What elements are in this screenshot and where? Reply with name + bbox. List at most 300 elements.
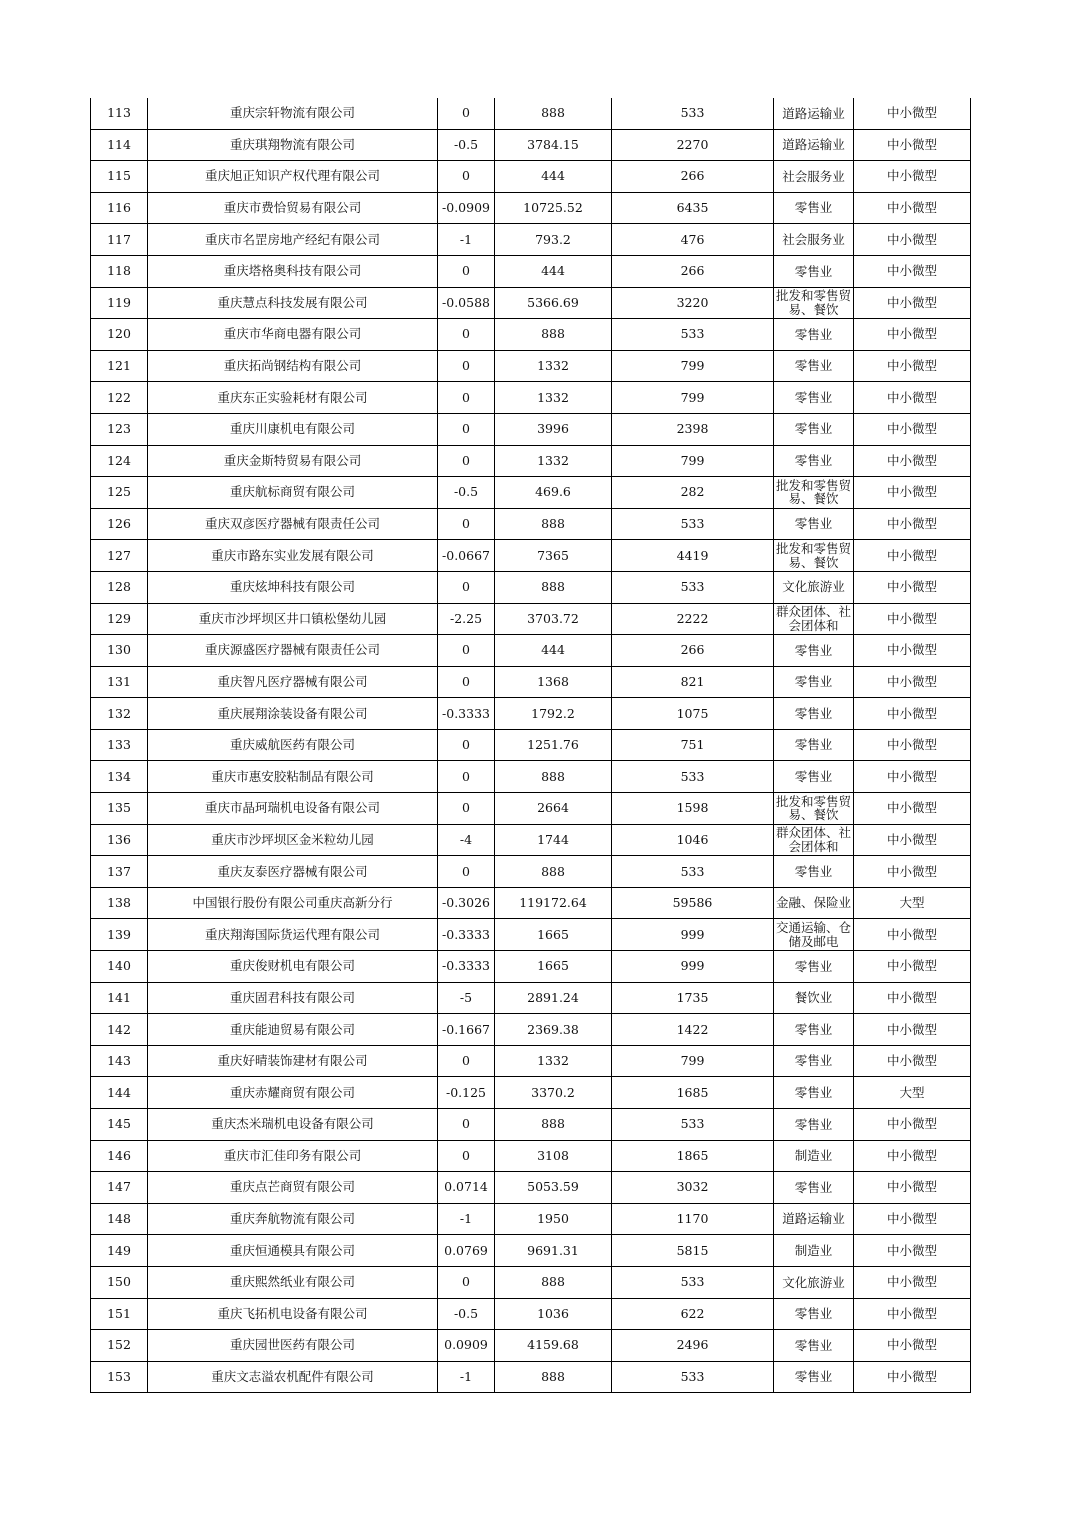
count-value-cell: 6435: [612, 192, 774, 224]
company-name-cell: 重庆琪翔物流有限公司: [148, 129, 438, 161]
enterprise-size-cell: 中小微型: [854, 1266, 971, 1298]
enterprise-size-cell: 中小微型: [854, 1235, 971, 1267]
ratio-value-cell: -0.0588: [438, 287, 495, 319]
enterprise-size-cell: 中小微型: [854, 982, 971, 1014]
amount-value-cell: 888: [495, 508, 612, 540]
ratio-value-cell: -0.0667: [438, 540, 495, 572]
industry-text: 零售业: [794, 770, 833, 784]
industry-cell: [774, 919, 854, 951]
industry-cell: [774, 1235, 854, 1267]
company-name-cell: 重庆友泰医疗器械有限公司: [148, 856, 438, 888]
ratio-value-cell: -2.25: [438, 603, 495, 635]
amount-value-cell: 444: [495, 255, 612, 287]
amount-value-cell: 7365: [495, 540, 612, 572]
amount-value-cell: 2891.24: [495, 982, 612, 1014]
ratio-value-cell: -0.3333: [438, 951, 495, 983]
industry-cell: [774, 1361, 854, 1393]
count-value-cell: 799: [612, 350, 774, 382]
ratio-value-cell: 0: [438, 445, 495, 477]
enterprise-size-cell: 大型: [854, 887, 971, 919]
amount-value-cell: 3108: [495, 1140, 612, 1172]
amount-value-cell: 888: [495, 319, 612, 351]
table-row: [91, 919, 971, 951]
company-name-cell: 重庆东正实验耗材有限公司: [148, 382, 438, 414]
table-row: [91, 824, 971, 856]
industry-cell: [774, 540, 854, 572]
count-value-cell: 533: [612, 508, 774, 540]
count-value-cell: 821: [612, 666, 774, 698]
table-row: [91, 951, 971, 983]
table-row: [91, 540, 971, 572]
table-row: [91, 508, 971, 540]
count-value-cell: 1046: [612, 824, 774, 856]
row-number-cell: 114: [91, 129, 148, 161]
enterprise-size-cell: 中小微型: [854, 1172, 971, 1204]
ratio-value-cell: 0: [438, 413, 495, 445]
table-row: [91, 856, 971, 888]
company-name-cell: 重庆好晴装饰建材有限公司: [148, 1045, 438, 1077]
amount-value-cell: 1332: [495, 1045, 612, 1077]
enterprise-size-cell: 中小微型: [854, 477, 971, 509]
industry-cell: [774, 382, 854, 414]
enterprise-size-cell: 中小微型: [854, 382, 971, 414]
row-number-cell: 117: [91, 224, 148, 256]
industry-cell: [774, 1014, 854, 1046]
row-number-cell: 123: [91, 413, 148, 445]
table-row: [91, 1203, 971, 1235]
ratio-value-cell: -0.5: [438, 477, 495, 509]
amount-value-cell: 2369.38: [495, 1014, 612, 1046]
company-name-cell: 重庆奔航物流有限公司: [148, 1203, 438, 1235]
count-value-cell: 999: [612, 919, 774, 951]
enterprise-size-cell: 中小微型: [854, 192, 971, 224]
enterprise-size-cell: 中小微型: [854, 698, 971, 730]
company-name-cell: 重庆文志溢农机配件有限公司: [148, 1361, 438, 1393]
company-name-cell: 重庆固君科技有限公司: [148, 982, 438, 1014]
company-name-cell: 重庆市沙坪坝区金米粒幼儿园: [148, 824, 438, 856]
row-number-cell: 150: [91, 1266, 148, 1298]
company-name-cell: 重庆威航医药有限公司: [148, 729, 438, 761]
industry-text: 群众团体、社会团体和: [775, 605, 851, 633]
table-row: [91, 413, 971, 445]
row-number-cell: 121: [91, 350, 148, 382]
company-name-cell: 重庆俊财机电有限公司: [148, 951, 438, 983]
row-number-cell: 122: [91, 382, 148, 414]
row-number-cell: 148: [91, 1203, 148, 1235]
amount-value-cell: 5366.69: [495, 287, 612, 319]
table-row: [91, 1109, 971, 1141]
industry-text: 零售业: [794, 359, 833, 373]
amount-value-cell: 888: [495, 1266, 612, 1298]
count-value-cell: 533: [612, 1109, 774, 1141]
industry-text: 零售业: [794, 264, 833, 279]
industry-text: 零售业: [794, 706, 833, 721]
table-row: [91, 477, 971, 509]
table-row: [91, 571, 971, 603]
ratio-value-cell: -0.0909: [438, 192, 495, 224]
amount-value-cell: 793.2: [495, 224, 612, 256]
row-number-cell: 120: [91, 319, 148, 351]
company-name-cell: 重庆炫坤科技有限公司: [148, 571, 438, 603]
ratio-value-cell: -5: [438, 982, 495, 1014]
company-name-cell: 重庆赤耀商贸有限公司: [148, 1077, 438, 1109]
industry-text: 道路运输业: [782, 138, 845, 152]
company-name-cell: 重庆金斯特贸易有限公司: [148, 445, 438, 477]
company-name-cell: 重庆市汇佳印务有限公司: [148, 1140, 438, 1172]
enterprise-size-cell: 中小微型: [854, 1203, 971, 1235]
enterprise-size-cell: 中小微型: [854, 161, 971, 193]
row-number-cell: 131: [91, 666, 148, 698]
industry-cell: [774, 824, 854, 856]
row-number-cell: 138: [91, 887, 148, 919]
table-row: [91, 1140, 971, 1172]
enterprise-size-cell: 中小微型: [854, 98, 971, 129]
table-row: [91, 224, 971, 256]
ratio-value-cell: 0: [438, 1109, 495, 1141]
company-name-cell: 重庆能迪贸易有限公司: [148, 1014, 438, 1046]
ratio-value-cell: -0.125: [438, 1077, 495, 1109]
industry-cell: [774, 1172, 854, 1204]
industry-cell: [774, 1109, 854, 1141]
company-name-cell: 中国银行股份有限公司重庆高新分行: [148, 887, 438, 919]
enterprise-size-cell: 中小微型: [854, 287, 971, 319]
count-value-cell: 533: [612, 571, 774, 603]
row-number-cell: 140: [91, 951, 148, 983]
industry-text: 餐饮业: [794, 991, 833, 1005]
industry-cell: [774, 477, 854, 509]
industry-cell: [774, 982, 854, 1014]
table-row: [91, 161, 971, 193]
enterprise-size-cell: 中小微型: [854, 540, 971, 572]
industry-cell: [774, 887, 854, 919]
amount-value-cell: 888: [495, 571, 612, 603]
industry-text: 零售业: [794, 959, 833, 974]
industry-cell: [774, 319, 854, 351]
amount-value-cell: 1332: [495, 350, 612, 382]
table-row: [91, 666, 971, 698]
table-row: [91, 319, 971, 351]
industry-text: 制造业: [794, 1243, 833, 1258]
ratio-value-cell: 0: [438, 793, 495, 825]
amount-value-cell: 888: [495, 761, 612, 793]
enterprise-size-cell: 中小微型: [854, 856, 971, 888]
count-value-cell: 999: [612, 951, 774, 983]
ratio-value-cell: 0: [438, 635, 495, 667]
ratio-value-cell: 0: [438, 571, 495, 603]
row-number-cell: 115: [91, 161, 148, 193]
row-number-cell: 127: [91, 540, 148, 572]
count-value-cell: 5815: [612, 1235, 774, 1267]
ratio-value-cell: -0.1667: [438, 1014, 495, 1046]
industry-text: 群众团体、社会团体和: [775, 826, 851, 854]
amount-value-cell: 888: [495, 856, 612, 888]
table-row: [91, 382, 971, 414]
industry-cell: [774, 224, 854, 256]
count-value-cell: 476: [612, 224, 774, 256]
company-name-cell: 重庆点芒商贸有限公司: [148, 1172, 438, 1204]
enterprise-size-cell: 中小微型: [854, 1014, 971, 1046]
enterprise-size-cell: 中小微型: [854, 445, 971, 477]
count-value-cell: 266: [612, 161, 774, 193]
ratio-value-cell: 0: [438, 761, 495, 793]
ratio-value-cell: 0: [438, 1045, 495, 1077]
amount-value-cell: 888: [495, 98, 612, 129]
enterprise-size-cell: 中小微型: [854, 729, 971, 761]
amount-value-cell: 119172.64: [495, 887, 612, 919]
ratio-value-cell: 0: [438, 1140, 495, 1172]
industry-text: 批发和零售贸易、餐饮: [775, 289, 851, 317]
row-number-cell: 118: [91, 255, 148, 287]
industry-text: 零售业: [794, 864, 833, 879]
row-number-cell: 116: [91, 192, 148, 224]
enterprise-size-cell: 中小微型: [854, 129, 971, 161]
industry-cell: [774, 287, 854, 319]
ratio-value-cell: 0: [438, 161, 495, 193]
count-value-cell: 1735: [612, 982, 774, 1014]
table-row: [91, 793, 971, 825]
enterprise-size-cell: 中小微型: [854, 635, 971, 667]
industry-cell: [774, 350, 854, 382]
ratio-value-cell: 0: [438, 729, 495, 761]
industry-text: 文化旅游业: [782, 580, 845, 594]
count-value-cell: 1865: [612, 1140, 774, 1172]
count-value-cell: 1075: [612, 698, 774, 730]
enterprise-size-cell: 中小微型: [854, 319, 971, 351]
industry-text: 交通运输、仓储及邮电: [775, 921, 851, 949]
amount-value-cell: 1332: [495, 382, 612, 414]
industry-text: 零售业: [794, 675, 833, 689]
count-value-cell: 533: [612, 319, 774, 351]
company-name-cell: 重庆市路东实业发展有限公司: [148, 540, 438, 572]
amount-value-cell: 444: [495, 635, 612, 667]
amount-value-cell: 3703.72: [495, 603, 612, 635]
ratio-value-cell: 0: [438, 382, 495, 414]
amount-value-cell: 3996: [495, 413, 612, 445]
company-name-cell: 重庆源盛医疗器械有限责任公司: [148, 635, 438, 667]
row-number-cell: 130: [91, 635, 148, 667]
industry-cell: [774, 1077, 854, 1109]
row-number-cell: 144: [91, 1077, 148, 1109]
row-number-cell: 146: [91, 1140, 148, 1172]
count-value-cell: 2398: [612, 413, 774, 445]
row-number-cell: 145: [91, 1109, 148, 1141]
industry-cell: [774, 635, 854, 667]
amount-value-cell: 3784.15: [495, 129, 612, 161]
count-value-cell: 4419: [612, 540, 774, 572]
count-value-cell: 533: [612, 856, 774, 888]
amount-value-cell: 444: [495, 161, 612, 193]
ratio-value-cell: -0.5: [438, 1298, 495, 1330]
industry-text: 零售业: [794, 643, 833, 658]
enterprise-size-cell: 中小微型: [854, 1109, 971, 1141]
enterprise-table: [90, 98, 971, 1393]
company-name-cell: 重庆川康机电有限公司: [148, 413, 438, 445]
company-name-cell: 重庆杰米瑞机电设备有限公司: [148, 1109, 438, 1141]
ratio-value-cell: -0.5: [438, 129, 495, 161]
industry-cell: [774, 255, 854, 287]
company-name-cell: 重庆航标商贸有限公司: [148, 477, 438, 509]
enterprise-size-cell: 中小微型: [854, 666, 971, 698]
company-name-cell: 重庆智凡医疗器械有限公司: [148, 666, 438, 698]
industry-text: 零售业: [794, 1370, 833, 1384]
industry-cell: [774, 1330, 854, 1362]
row-number-cell: 137: [91, 856, 148, 888]
table-row: [91, 698, 971, 730]
ratio-value-cell: 0: [438, 350, 495, 382]
industry-cell: [774, 192, 854, 224]
company-name-cell: 重庆飞拓机电设备有限公司: [148, 1298, 438, 1330]
ratio-value-cell: 0.0714: [438, 1172, 495, 1204]
table-row: [91, 445, 971, 477]
industry-text: 金融、保险业: [775, 896, 851, 910]
company-name-cell: 重庆翔海国际货运代理有限公司: [148, 919, 438, 951]
amount-value-cell: 469.6: [495, 477, 612, 509]
ratio-value-cell: 0: [438, 508, 495, 540]
industry-text: 制造业: [794, 1149, 833, 1163]
amount-value-cell: 10725.52: [495, 192, 612, 224]
industry-cell: [774, 666, 854, 698]
industry-cell: [774, 445, 854, 477]
ratio-value-cell: -0.3333: [438, 698, 495, 730]
industry-text: 道路运输业: [782, 1212, 845, 1226]
table-row: [91, 1172, 971, 1204]
company-name-cell: 重庆双彦医疗器械有限责任公司: [148, 508, 438, 540]
industry-cell: [774, 413, 854, 445]
table-row: [91, 982, 971, 1014]
row-number-cell: 143: [91, 1045, 148, 1077]
industry-text: 零售业: [794, 454, 833, 468]
industry-text: 批发和零售贸易、餐饮: [775, 542, 851, 570]
count-value-cell: 59586: [612, 887, 774, 919]
count-value-cell: 1685: [612, 1077, 774, 1109]
table-row: [91, 1266, 971, 1298]
ratio-value-cell: 0: [438, 98, 495, 129]
industry-cell: [774, 1266, 854, 1298]
amount-value-cell: 888: [495, 1109, 612, 1141]
enterprise-size-cell: 中小微型: [854, 1361, 971, 1393]
company-name-cell: 重庆恒通模具有限公司: [148, 1235, 438, 1267]
amount-value-cell: 2664: [495, 793, 612, 825]
row-number-cell: 142: [91, 1014, 148, 1046]
amount-value-cell: 9691.31: [495, 1235, 612, 1267]
count-value-cell: 799: [612, 382, 774, 414]
industry-cell: [774, 508, 854, 540]
enterprise-size-cell: 中小微型: [854, 571, 971, 603]
industry-text: 零售业: [794, 1054, 833, 1068]
industry-text: 零售业: [794, 1022, 833, 1037]
amount-value-cell: 3370.2: [495, 1077, 612, 1109]
ratio-value-cell: -1: [438, 224, 495, 256]
amount-value-cell: 1332: [495, 445, 612, 477]
amount-value-cell: 1251.76: [495, 729, 612, 761]
count-value-cell: 799: [612, 445, 774, 477]
industry-text: 零售业: [794, 422, 833, 436]
row-number-cell: 147: [91, 1172, 148, 1204]
company-name-cell: 重庆慧点科技发展有限公司: [148, 287, 438, 319]
company-name-cell: 重庆熙然纸业有限公司: [148, 1266, 438, 1298]
industry-text: 零售业: [794, 738, 833, 752]
company-name-cell: 重庆拓尚钢结构有限公司: [148, 350, 438, 382]
industry-text: 文化旅游业: [782, 1275, 845, 1290]
row-number-cell: 139: [91, 919, 148, 951]
amount-value-cell: 888: [495, 1361, 612, 1393]
amount-value-cell: 1665: [495, 951, 612, 983]
row-number-cell: 126: [91, 508, 148, 540]
count-value-cell: 3220: [612, 287, 774, 319]
industry-cell: [774, 129, 854, 161]
row-number-cell: 113: [91, 98, 148, 129]
row-number-cell: 141: [91, 982, 148, 1014]
table-row: [91, 255, 971, 287]
row-number-cell: 152: [91, 1330, 148, 1362]
table-row: [91, 729, 971, 761]
ratio-value-cell: 0: [438, 319, 495, 351]
industry-text: 零售业: [794, 517, 833, 531]
ratio-value-cell: 0.0909: [438, 1330, 495, 1362]
enterprise-size-cell: 中小微型: [854, 1045, 971, 1077]
table-row: [91, 1014, 971, 1046]
enterprise-size-cell: 中小微型: [854, 224, 971, 256]
count-value-cell: 751: [612, 729, 774, 761]
industry-cell: [774, 98, 854, 129]
table-row: [91, 129, 971, 161]
amount-value-cell: 1792.2: [495, 698, 612, 730]
row-number-cell: 149: [91, 1235, 148, 1267]
table-row: [91, 1330, 971, 1362]
industry-text: 批发和零售贸易、餐饮: [775, 794, 851, 822]
industry-cell: [774, 603, 854, 635]
row-number-cell: 125: [91, 477, 148, 509]
industry-cell: [774, 1045, 854, 1077]
enterprise-size-cell: 中小微型: [854, 1298, 971, 1330]
count-value-cell: 533: [612, 1361, 774, 1393]
row-number-cell: 151: [91, 1298, 148, 1330]
industry-text: 社会服务业: [782, 169, 845, 184]
enterprise-size-cell: 中小微型: [854, 255, 971, 287]
row-number-cell: 129: [91, 603, 148, 635]
amount-value-cell: 1665: [495, 919, 612, 951]
amount-value-cell: 5053.59: [495, 1172, 612, 1204]
table-row: [91, 1045, 971, 1077]
industry-cell: [774, 951, 854, 983]
table-row: [91, 761, 971, 793]
table-row: [91, 1235, 971, 1267]
row-number-cell: 134: [91, 761, 148, 793]
count-value-cell: 2496: [612, 1330, 774, 1362]
enterprise-size-cell: 中小微型: [854, 1330, 971, 1362]
enterprise-size-cell: 中小微型: [854, 951, 971, 983]
count-value-cell: 1598: [612, 793, 774, 825]
count-value-cell: 533: [612, 761, 774, 793]
amount-value-cell: 4159.68: [495, 1330, 612, 1362]
industry-cell: [774, 761, 854, 793]
industry-text: 零售业: [794, 1307, 833, 1321]
industry-cell: [774, 1140, 854, 1172]
table-row: [91, 98, 971, 129]
count-value-cell: 2222: [612, 603, 774, 635]
ratio-value-cell: 0.0769: [438, 1235, 495, 1267]
count-value-cell: 266: [612, 255, 774, 287]
company-name-cell: 重庆市名罡房地产经纪有限公司: [148, 224, 438, 256]
company-name-cell: 重庆旭正知识产权代理有限公司: [148, 161, 438, 193]
row-number-cell: 135: [91, 793, 148, 825]
table-row: [91, 192, 971, 224]
company-name-cell: 重庆园世医药有限公司: [148, 1330, 438, 1362]
ratio-value-cell: -1: [438, 1203, 495, 1235]
count-value-cell: 3032: [612, 1172, 774, 1204]
row-number-cell: 153: [91, 1361, 148, 1393]
enterprise-size-cell: 中小微型: [854, 1140, 971, 1172]
